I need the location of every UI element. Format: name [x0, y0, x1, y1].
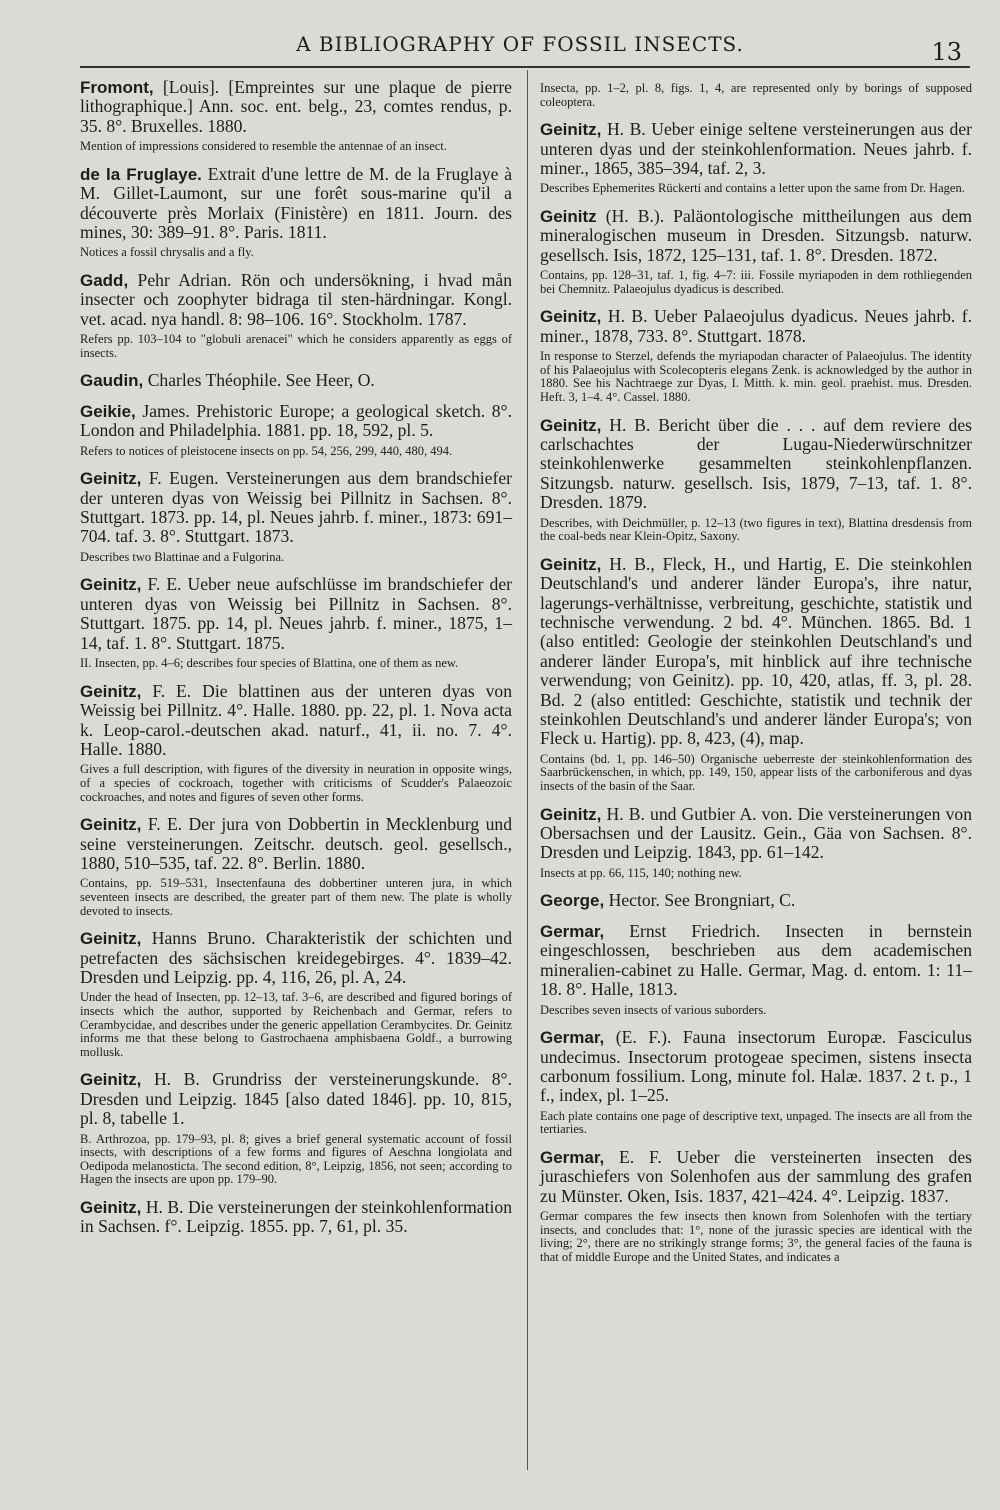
entry-author: Geinitz,: [540, 804, 602, 824]
entry-author: Geinitz,: [540, 307, 602, 327]
entry-note: Under the head of Insecten, pp. 12–13, taf. 3–6, are described and figured borings of insects which the author, supported by Reichenbach and Germar, refers to Cerambycidae, and describes under the generic appellation Cerambycites. Dr. Geinitz informs me that these belong to Gastrochaena amphisbaena Goldf., a burrowing mollusk.: [80, 990, 512, 1059]
entry-citation: [80, 1198, 512, 1237]
entry-citation: [80, 165, 512, 243]
entry-text: James. Prehistoric Europe; a geological sketch. 8°. London and Philadelphia. 1881. pp. 18, 592, pl. 5.: [80, 400, 512, 441]
entry-text: E. F. Ueber die versteinerten insecten des juraschiefers von Solenhofen aus der sammlung des grafen zu Münster. Oken, Isis. 1837, 421–424. 4°. Leipzig. 1837.: [540, 1146, 972, 1206]
entry-text: H. B. Grundriss der versteinerungskunde. 8°. Dresden und Leipzig. 1845 [also dated 1846]. pp. 10, 815, pl. 8, tabelle 1.: [80, 1069, 512, 1129]
bibliography-entry: [540, 922, 972, 1017]
entry-citation: [80, 815, 512, 873]
entry-citation: [80, 1070, 512, 1128]
entry-note: II. Insecten, pp. 4–6; describes four species of Blattina, one of them as new.: [80, 656, 459, 671]
entry-note: Describes Ephemerites Rückerti and contains a letter upon the same from Dr. Hagen.: [540, 181, 965, 196]
bibliography-entry: [80, 271, 512, 360]
bibliography-entry: [80, 1070, 512, 1187]
entry-citation: [540, 922, 972, 1000]
entry-author: Geinitz,: [80, 929, 142, 949]
bibliography-entry: [80, 682, 512, 804]
header-rule: [80, 66, 970, 68]
entry-text: F. E. Der jura von Dobbertin in Mecklenburg und seine versteinerungen. Zeitschr. deutsch. geol. gesellsch., 1880, 510–535, taf. 22. 8°. Berlin. 1880.: [80, 814, 512, 873]
bibliography-entry: [540, 1028, 972, 1137]
bibliography-entry: [540, 82, 972, 109]
entry-note: Describes two Blattinae and a Fulgorina.: [80, 549, 285, 564]
entry-note: B. Arthrozoa, pp. 179–93, pl. 8; gives a brief general systematic account of fossil insects, with descriptions of a few forms and figures of Aeschna longiolata and Oedipoda melanosticta. The second edition, 8°, Leipzig, 1856, not seen; according to Hagen the insects are upon pp. 179–90.: [80, 1131, 512, 1187]
bibliography-entry: [80, 469, 512, 564]
bibliography-entry: [80, 929, 512, 1059]
bibliography-entry: [80, 575, 512, 670]
bibliography-entry: [540, 207, 972, 296]
entry-citation: [80, 78, 512, 136]
bibliography-entry: [540, 555, 972, 794]
entry-text: Hanns Bruno. Charakteristik der schichten und petrefacten des sächsischen kreidegebirges. 4°. 1839–42. Dresden und Leipzig. pp. 4, 116, 26, pl. A, 24.: [80, 928, 513, 987]
entry-note: Insecta, pp. 1–2, pl. 8, figs. 1, 4, are represented only by borings of supposed coleoptera.: [540, 81, 972, 109]
bibliography-entry: [540, 120, 972, 196]
bibliography-entry: [540, 891, 972, 910]
right-column: [540, 78, 972, 1276]
entry-citation: [80, 929, 512, 987]
entry-note: Each plate contains one page of descriptive text, unpaged. The insects are all from the tertiaries.: [540, 1108, 972, 1137]
entry-citation: [540, 416, 972, 513]
entry-note: Contains, pp. 128–31, taf. 1, fig. 4–7: iii. Fossile myriapoden in dem rothliegenden bei Chemnitz. Palaeojulus dyadicus is described.: [540, 268, 972, 296]
entry-note: Contains, pp. 519–531, Insectenfauna des dobbertiner unteren jura, in which seventeen insects are described, the greater part of them new. The plate is wholly devoted to insects.: [80, 876, 512, 918]
entry-author: Geinitz,: [80, 681, 142, 701]
bibliography-entry: [540, 416, 972, 544]
entry-note: Mention of impressions considered to resemble the antennae of an insect.: [80, 139, 447, 154]
bibliography-entry: [80, 78, 512, 154]
entry-author: Geinitz,: [540, 120, 602, 140]
entry-text: Pehr Adrian. Rön och undersökning, i hvad mån insecter och zoophyter bidraga til sten-härdningar. Kongl. vet. acad. nya handl. 8: 98–106. 16°. Stockholm. 1787.: [80, 270, 512, 329]
entry-author: Geinitz,: [80, 1070, 142, 1090]
entry-text: H. B. Ueber Palaeojulus dyadicus. Neues jahrb. f. miner., 1878, 733. 8°. Stuttgart. 1878.: [540, 306, 972, 346]
entry-author: Geinitz,: [80, 575, 142, 595]
column-divider: [527, 70, 528, 1470]
entry-citation: [540, 307, 972, 346]
running-title: A BIBLIOGRAPHY OF FOSSIL INSECTS.: [296, 32, 744, 56]
entry-note: Germar compares the few insects then known from Solenhofen with the tertiary insects, and concludes that: 1°, none of the jurassic species are identical with the living; 2°, there are no strikingly strange forms; 3°, the general facies of the fauna is that of middle Europe and the United States, and indicates a: [540, 1209, 972, 1264]
entry-citation: [80, 682, 512, 760]
entry-note: Refers pp. 103–104 to "globuli arenacei" which he considers apparently as eggs of insects.: [80, 332, 512, 360]
entry-author: Geikie,: [80, 401, 136, 421]
entry-note: Insects at pp. 66, 115, 140; nothing new.: [540, 865, 742, 880]
bibliography-entry: [80, 815, 512, 918]
entry-text: F. E. Ueber neue aufschlüsse im brandschiefer der unteren dyas von Weissig bei Pillnitz in Sachsen. 8°. Stuttgart. 1875. pp. 14, pl. Neues jahrb. f. miner., 1875, 1–14, taf. 1. 8°. Stuttgart. 1875.: [80, 574, 512, 653]
entry-author: George,: [540, 891, 605, 911]
entry-text: H. B. Die versteinerungen der steinkohlenformation in Sachsen. f°. Leipzig. 1855. pp. 7, 61, pl. 35.: [80, 1196, 512, 1237]
entry-text: H. B. Bericht über die . . . auf dem reviere des carlschachtes der Lugau-Niederwürschnitzer steinkohlenwerke gesammelten steinkohlenpflanzen. Sitzungsb. naturw. gesellsch. Isis, 1879, 7–13, taf. 1. 8°. Dresden. 1879.: [540, 414, 972, 513]
entry-author: Geinitz,: [540, 415, 602, 435]
bibliography-entry: [80, 371, 512, 390]
entry-citation: [540, 805, 972, 863]
bibliography-entry: [80, 402, 512, 458]
entry-text: Extrait d'une lettre de M. de la Fruglaye à M. Gillet-Laumont, sur une forêt sous-marine qu'il a découverte près Morlaix (Finistère) en 1811. Journ. des mines, 30: 389–91. 8°. Paris. 1811.: [80, 163, 513, 243]
entry-author: Geinitz,: [80, 815, 142, 835]
entry-text: F. E. Die blattinen aus der unteren dyas von Weissig bei Pillnitz. 4°. Halle. 1880. pp. 22, pl. 1. Nova acta k. Leop-carol.-deutschen akad. naturf., 41, ii. no. 7. 4°. Halle. 1880.: [80, 680, 512, 759]
entry-author: Germar,: [540, 1147, 605, 1167]
entry-citation: [80, 575, 512, 653]
bibliography-entry: [540, 805, 972, 881]
entry-text: F. Eugen. Versteinerungen aus dem brandschiefer der unteren dyas von Weissig bei Pillnitz in Sachsen. 8°. Stuttgart. 1873. pp. 14, pl. Neues jahrb. f. miner., 1873: 691–704. taf. 3. 8°. Stuttgart. 1873.: [80, 468, 512, 547]
entry-text: H. B. und Gutbier A. von. Die versteinerungen von Obersachsen und der Lausitz. Gein., Gäa von Sachsen. 8°. Dresden und Leipzig. 1843, pp. 61–142.: [540, 803, 972, 863]
entry-text: Ernst Friedrich. Insecten in bernstein eingeschlossen, beschrieben aus dem academischen mineralien-cabinet zu Halle. Germar, Mag. d. entom. 1: 11–18. 8°. Halle, 1813.: [540, 920, 972, 1000]
entry-author: Geinitz,: [540, 554, 602, 574]
bibliography-entry: [540, 1148, 972, 1265]
entry-author: Geinitz,: [80, 1197, 142, 1217]
entry-citation: [540, 555, 972, 749]
entry-citation: [540, 207, 972, 265]
entry-text: [Louis]. [Empreintes sur une plaque de pierre lithographique.] Ann. soc. ent. belg., 23, comtes rendus, p. 35. 8°. Bruxelles. 1880.: [80, 77, 512, 136]
entry-note: Contains (bd. 1, pp. 146–50) Organische ueberreste der steinkohlenformation des Saarbrückenschen, in which, pp. 149, 150, appear lists of the carboniferous and dyas insects of the basin of the Saar.: [540, 751, 972, 794]
entry-note: Notices a fossil chrysalis and a fly.: [80, 245, 254, 260]
entry-text: (E. F.). Fauna insectorum Europæ. Fasciculus undecimus. Insectorum protogeae specimen, sistens insecta carbonum fossilium. Long, minute fol. Halæ. 1837. 2 t. p., 1 f., index, pl. 1–25.: [540, 1027, 973, 1106]
entry-note: Gives a full description, with figures of the diversity in neuration in opposite wings, of a species of cockroach, together with criticisms of Scudder's Palaeozoic cockroaches, and notes and figures of seven other forms.: [80, 762, 512, 804]
entry-text: H. B., Fleck, H., und Hartig, E. Die steinkohlen Deutschland's und anderer länder Europa's, ihre natur, lagerungs-verhältnisse, verbreitung, geschichte, statistik und technische verwendung. 2 bd. 4°. München. 1865. Bd. 1 (also entitled: Geologie der steinkohlen Deutschland's und anderer länder Europa's, mit hinblick auf ihre technische verwendung; von Geinitz). pp. 10, 420, atlas, ff. 3, pl. 28. Bd. 2 (also entitled: Geschichte, statistik und technik der steinkohlen Deutschland's und anderer länder Europa's; von Fleck u. Hartig). pp. 8, 423, (4), map.: [540, 553, 972, 749]
entry-citation: [540, 120, 972, 178]
entry-citation: [540, 891, 972, 910]
entry-text: Hector. See Brongniart, C.: [608, 890, 796, 911]
bibliography-entry: [80, 1198, 512, 1237]
entry-citation: [540, 1028, 972, 1106]
left-column: [80, 78, 512, 1248]
entry-author: de la Fruglaye.: [80, 164, 202, 184]
entry-citation: [80, 469, 512, 547]
entry-author: Gaudin,: [80, 371, 144, 391]
entry-citation: [540, 1148, 972, 1206]
entry-author: Geinitz: [540, 207, 597, 226]
entry-text: Charles Théophile. See Heer, O.: [147, 370, 375, 391]
entry-citation: [80, 271, 512, 329]
entry-author: Germar,: [540, 921, 605, 941]
entry-author: Geinitz,: [80, 469, 142, 489]
page-number: 13: [931, 38, 962, 66]
entry-note: In response to Sterzel, defends the myriapodan character of Palaeojulus. The identity of his Palaeojulus with Scolecopteris elegans Zenk. is acknowledged by the author in 1880. See his Nachtraege zur Dyas, I. Mitth. k. min. geol. praehist. mus. Dresden. Heft. 3, 1–4. 4°. Cassel. 1880.: [540, 349, 972, 404]
bibliography-entry: [540, 307, 972, 404]
entry-author: Gadd,: [80, 271, 129, 291]
entry-author: Germar,: [540, 1028, 605, 1048]
entry-citation: [80, 371, 512, 390]
entry-note: Describes seven insects of various suborders.: [540, 1002, 767, 1017]
entry-note: Describes, with Deichmüller, p. 12–13 (two figures in text), Blattina dresdensis from the coal-beds near Klein-Opitz, Saxony.: [540, 515, 972, 544]
entry-author: Fromont,: [80, 78, 154, 97]
bibliography-entry: [80, 165, 512, 260]
entry-note: Refers to notices of pleistocene insects on pp. 54, 256, 299, 440, 480, 494.: [80, 443, 453, 458]
entry-text: (H. B.). Paläontologische mittheilungen aus dem mineralogischen museum in Dresden. Sitzungsb. naturw. gesellsch. Isis, 1872, 125–131, taf. 1. 8°. Dresden. 1872.: [540, 206, 972, 265]
entry-text: H. B. Ueber einige seltene versteinerungen aus der unteren dyas und der steinkohlenformation. Neues jahrb. f. miner., 1865, 385–394, taf. 2, 3.: [540, 119, 972, 178]
entry-citation: [80, 402, 512, 441]
